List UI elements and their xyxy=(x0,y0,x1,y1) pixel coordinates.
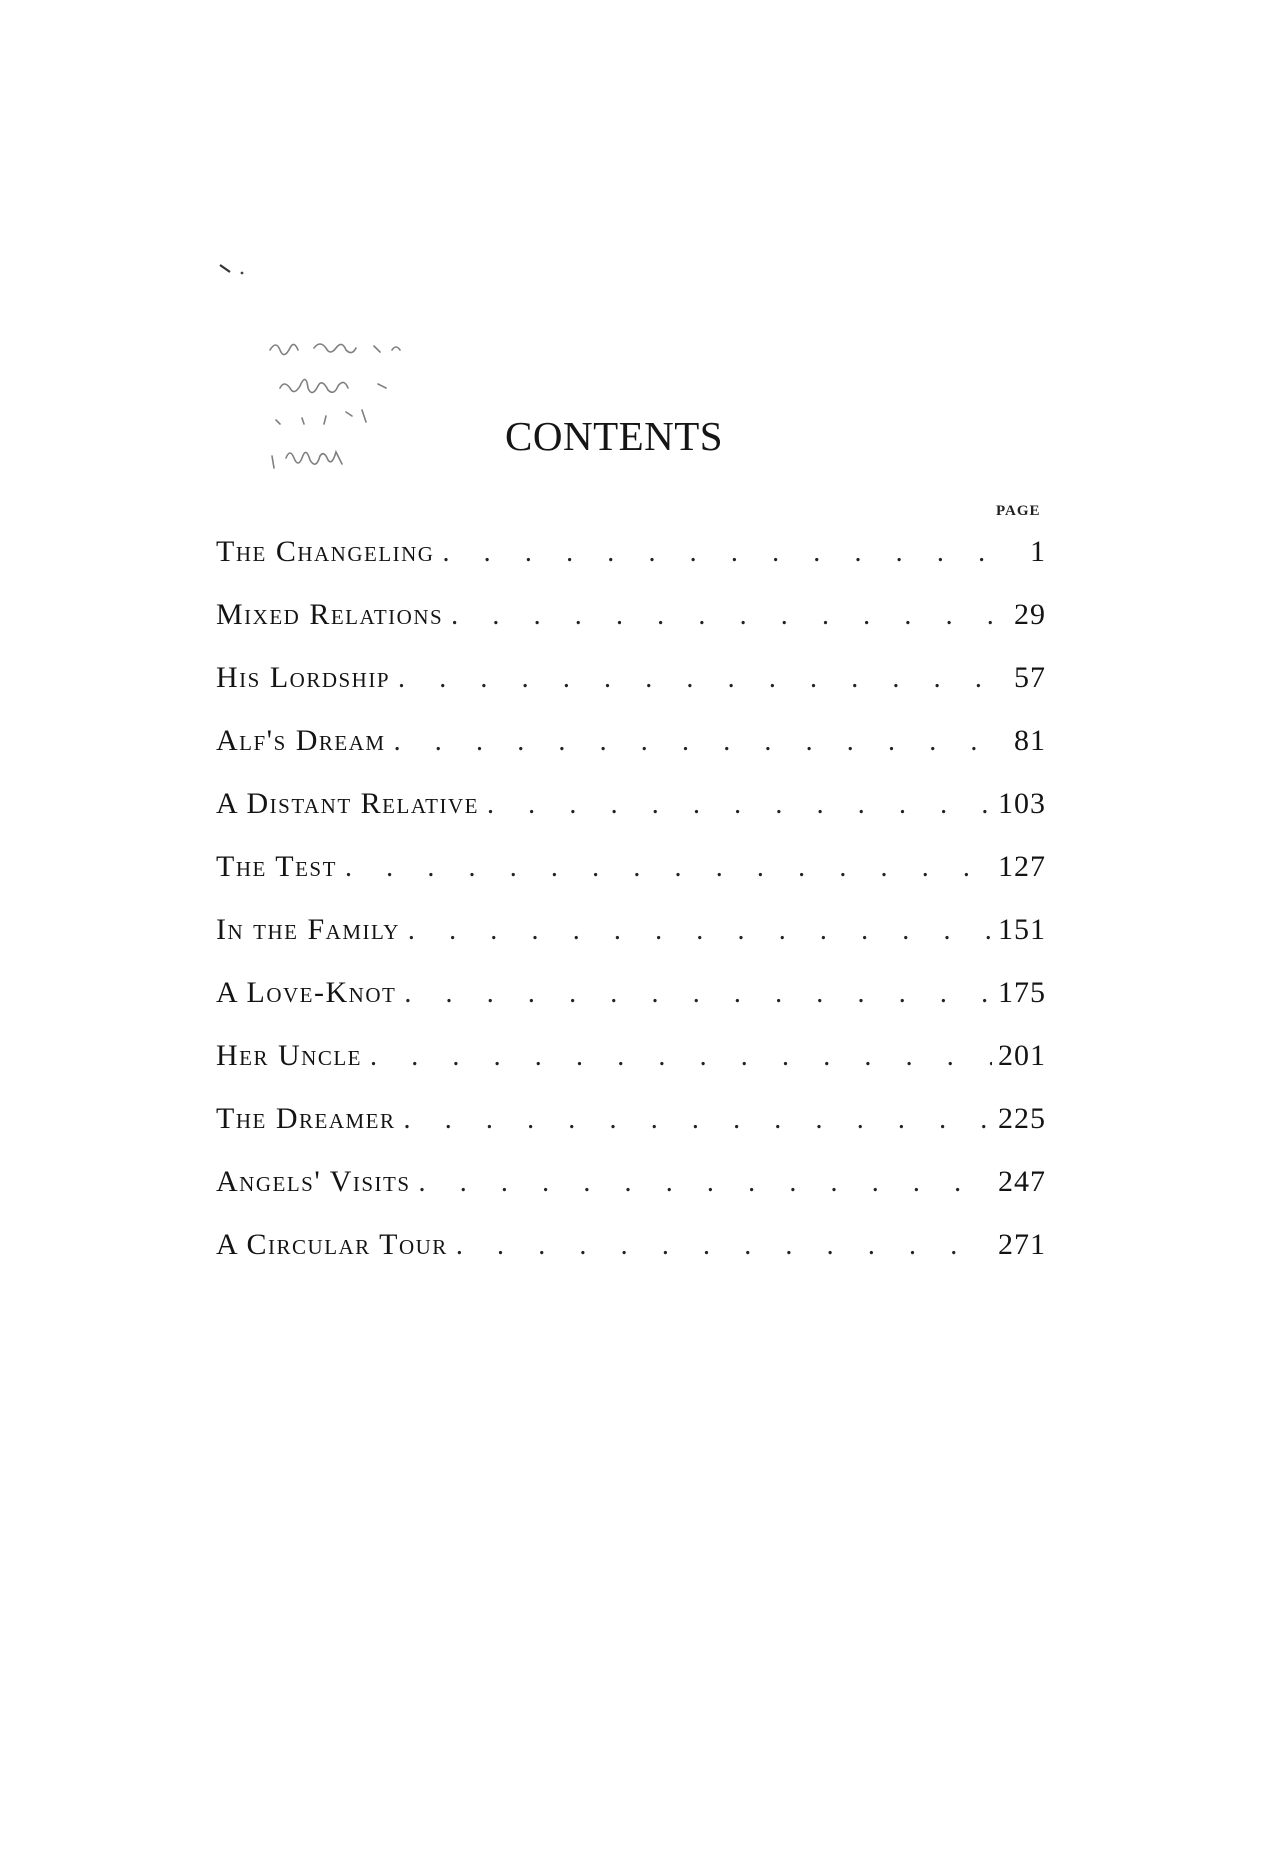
dot-leader xyxy=(404,1087,993,1151)
toc-page-number: 103 xyxy=(998,787,1046,820)
toc-page-number: 127 xyxy=(998,850,1046,883)
toc-title: A Love-Knot xyxy=(216,976,397,1009)
toc-entry xyxy=(216,1150,1046,1213)
toc-title: The Changeling xyxy=(216,535,435,568)
toc-page-number: 57 xyxy=(1014,661,1046,694)
toc-page-number: 151 xyxy=(998,913,1046,946)
toc-page-number: 271 xyxy=(998,1228,1046,1261)
toc-title: Angels' Visits xyxy=(216,1165,411,1198)
toc-title: The Dreamer xyxy=(216,1102,396,1135)
toc-title: A Distant Relative xyxy=(216,787,479,820)
dot-leader xyxy=(370,1024,992,1088)
dot-leader xyxy=(345,835,992,899)
dot-leader xyxy=(398,646,996,710)
contents-heading: CONTENTS xyxy=(505,413,724,459)
toc-page-number: 201 xyxy=(998,1039,1046,1072)
toc-entry xyxy=(216,898,1046,961)
toc-entry xyxy=(216,961,1046,1024)
toc-page-number: 247 xyxy=(998,1165,1046,1198)
page-column-label: PAGE xyxy=(996,503,1041,519)
dot-leader xyxy=(419,1150,992,1214)
dot-leader xyxy=(451,583,996,647)
dot-leader xyxy=(408,898,992,962)
dot-leader xyxy=(442,520,996,584)
toc-title: The Test xyxy=(216,850,337,883)
toc-page-number: 81 xyxy=(1014,724,1046,757)
toc-page-number: 29 xyxy=(1014,598,1046,631)
handwritten-library-note xyxy=(262,320,472,480)
toc-page-number: 175 xyxy=(998,976,1046,1009)
toc-title: Alf's Dream xyxy=(216,724,386,757)
dot-leader xyxy=(456,1213,992,1277)
dot-leader xyxy=(394,709,996,773)
toc-entry xyxy=(216,772,1046,835)
toc-entry xyxy=(216,646,1046,709)
toc-title: Her Uncle xyxy=(216,1039,362,1072)
toc-entry xyxy=(216,1087,1046,1150)
table-of-contents xyxy=(216,520,1046,1276)
toc-entry xyxy=(216,835,1046,898)
toc-entry xyxy=(216,709,1046,772)
toc-entry xyxy=(216,583,1046,646)
toc-title: A Circular Tour xyxy=(216,1228,448,1261)
toc-page-number: 1 xyxy=(1030,535,1046,568)
dot-leader xyxy=(404,961,992,1025)
toc-entry xyxy=(216,1213,1046,1276)
toc-entry xyxy=(216,1024,1046,1087)
toc-entry xyxy=(216,520,1046,583)
toc-title: His Lordship xyxy=(216,661,391,694)
toc-page-number: 225 xyxy=(998,1102,1046,1135)
toc-title: Mixed Relations xyxy=(216,598,444,631)
stray-ink-mark xyxy=(218,262,248,278)
toc-title: In the Family xyxy=(216,913,400,946)
dot-leader xyxy=(487,772,992,836)
